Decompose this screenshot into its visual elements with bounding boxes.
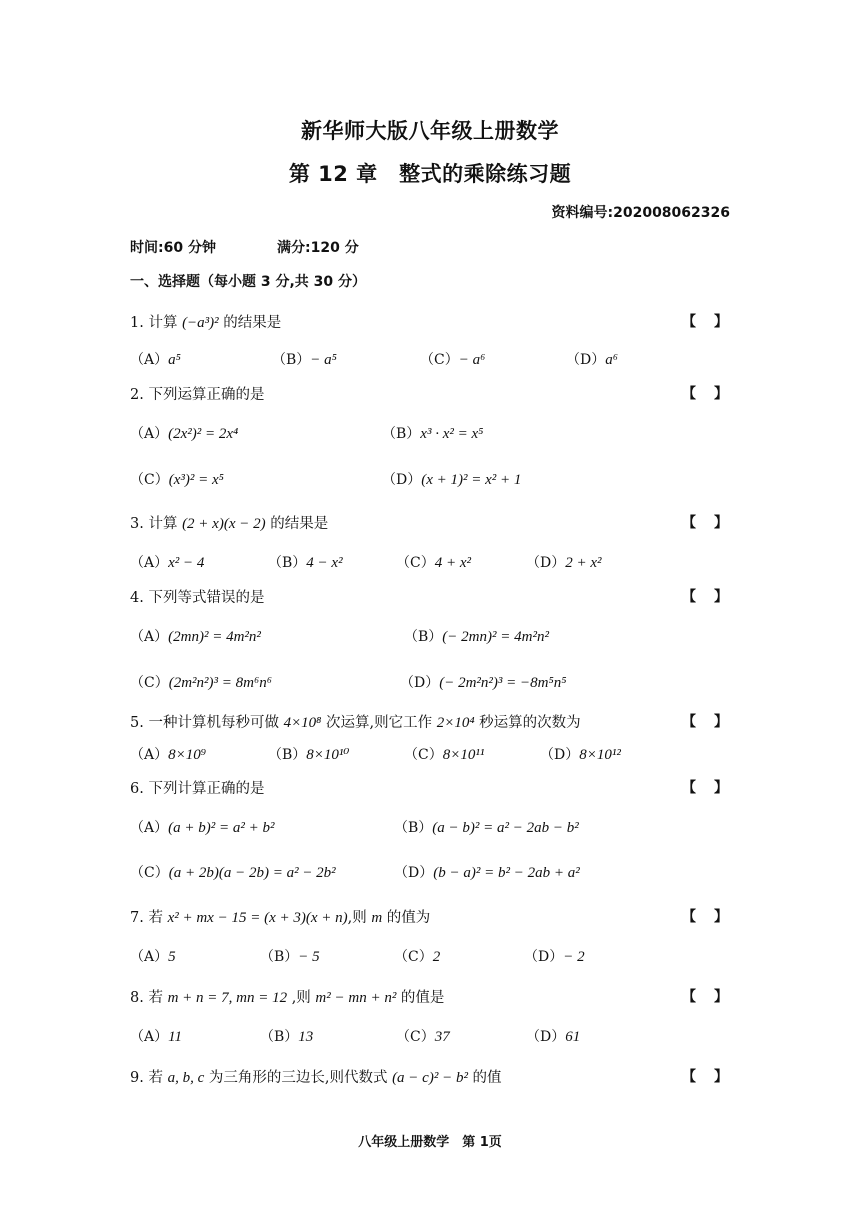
stem-text: 下列计算正确的是 [148,781,265,797]
question-number: 5. [130,715,149,731]
option-label: （D） [526,1029,566,1045]
option-expression: (− 2mn)² = 4m²n² [442,629,549,645]
stem-text: 一种计算机每秒可做 [148,715,284,731]
option-label: （A） [130,426,169,442]
stem-text: 的结果是 [218,315,282,331]
question-number: 1. [130,315,149,331]
answer-option[interactable] [260,1026,313,1046]
stem-text: 秒运算的次数为 [474,715,581,731]
doc-id: 资料编号:202008062326 [551,205,730,221]
stem-text: 的值是 [396,990,445,1006]
option-expression: 37 [434,1029,450,1045]
answer-bracket[interactable]: 【】 [682,989,746,1005]
option-expression: (a − b)² = a² − 2ab − b² [432,820,579,836]
answer-option[interactable] [260,946,320,966]
question-number: 9. [130,1070,149,1086]
stem-text: 次运算,则它工作 [321,715,437,731]
time-limit: 时间:60 分钟 [130,240,216,256]
answer-option[interactable] [130,817,274,837]
full-score: 满分:120 分 [277,240,359,256]
option-label: （B） [404,629,443,645]
math-expression: m² − mn + n² [315,990,397,1006]
option-label: （D） [540,747,580,763]
question-number: 7. [130,910,149,926]
option-label: （B） [260,1029,299,1045]
math-expression: (2 + x)(x − 2) [182,516,266,532]
stem-text: 为三角形的三边长,则代数式 [204,1070,393,1086]
option-expression: (b − a)² = b² − 2ab + a² [433,865,580,881]
stem-text: 的值为 [382,910,431,926]
option-label: （A） [130,949,169,965]
option-label: （A） [130,352,169,368]
answer-option[interactable] [540,744,621,764]
option-expression: x³ · x² = x⁵ [420,426,484,442]
option-expression: 8×10¹⁰ [306,747,350,763]
answer-option[interactable] [130,626,261,646]
question-number: 6. [130,781,149,797]
doc-subtitle: 第 12 章 整式的乘除练习题 [288,162,572,186]
option-label: （D） [400,675,440,691]
option-expression: 61 [565,1029,581,1045]
answer-option[interactable] [396,1026,450,1046]
answer-option[interactable] [130,672,272,692]
option-expression: − a⁵ [310,352,337,368]
option-label: （C） [396,1029,435,1045]
option-expression: − 5 [298,949,320,965]
math-expression: m [371,910,383,926]
option-expression: (− 2m²n²)³ = −8m⁵n⁵ [439,675,567,691]
question-stem [130,777,264,798]
answer-option[interactable] [394,862,580,882]
answer-option[interactable] [268,552,343,572]
option-label: （D） [524,949,564,965]
option-label: （C） [130,865,169,881]
question-number: 4. [130,590,149,606]
stem-text: 下列运算正确的是 [148,387,265,403]
math-expression: (a − c)² − b² [392,1070,468,1086]
answer-option[interactable] [420,349,485,369]
math-expression: 4×10⁸ [283,715,322,731]
question-number: 8. [130,990,149,1006]
stem-text: 计算 [148,516,183,532]
stem-text: 若 [148,990,168,1006]
question-stem [130,311,281,332]
answer-option[interactable] [272,349,337,369]
option-label: （D） [526,555,566,571]
option-expression: (2x²)² = 2x⁴ [168,426,239,442]
math-expression: (−a³)² [182,315,219,331]
option-label: （C） [130,472,169,488]
option-expression: 2 + x² [565,555,602,571]
math-expression: 2×10⁴ [436,715,475,731]
stem-text: 若 [148,910,168,926]
answer-option[interactable] [130,744,206,764]
option-label: （D） [382,472,422,488]
answer-option[interactable] [130,1026,182,1046]
option-expression: (x + 1)² = x² + 1 [421,472,522,488]
question-stem [130,986,444,1007]
answer-bracket[interactable]: 【】 [682,714,746,730]
option-expression: 8×10¹² [579,747,621,763]
option-expression: (a + b)² = a² + b² [168,820,275,836]
option-expression: − a⁶ [458,352,486,368]
option-label: （D） [394,865,434,881]
question-stem [130,383,264,404]
stem-text: 下列等式错误的是 [148,590,265,606]
answer-option[interactable] [566,349,618,369]
answer-bracket[interactable]: 【】 [682,314,746,330]
option-label: （C） [396,555,435,571]
answer-option[interactable] [526,552,602,572]
answer-option[interactable] [130,469,224,489]
answer-bracket[interactable]: 【】 [682,909,746,925]
answer-option[interactable] [394,817,579,837]
option-expression: 8×10⁹ [168,747,206,763]
option-expression: 5 [168,949,176,965]
answer-bracket[interactable]: 【】 [682,1069,746,1085]
question-stem [130,1066,502,1087]
question-stem [130,711,581,732]
option-label: （C） [130,675,169,691]
option-expression: x² − 4 [168,555,205,571]
option-label: （B） [272,352,311,368]
stem-text: 的值 [467,1070,502,1086]
question-number: 2. [130,387,149,403]
stem-text: 计算 [148,315,183,331]
answer-bracket[interactable]: 【】 [682,589,746,605]
math-expression: x² + mx − 15 = (x + 3)(x + n) [167,910,348,926]
page-footer: 八年级上册数学 第 1页 [358,1135,502,1150]
question-number: 3. [130,516,149,532]
stem-text: 的结果是 [265,516,329,532]
math-expression: a, b, c [167,1070,205,1086]
option-label: （B） [382,426,421,442]
option-expression: 4 − x² [306,555,343,571]
question-stem [130,906,430,927]
option-expression: a⁶ [605,352,618,368]
option-label: （B） [260,949,299,965]
answer-bracket[interactable]: 【】 [682,780,746,796]
option-label: （B） [268,747,307,763]
answer-option[interactable] [382,423,483,443]
option-label: （A） [130,629,169,645]
option-label: （A） [130,820,169,836]
answer-option[interactable] [400,672,566,692]
answer-option[interactable] [130,552,204,572]
option-expression: a⁵ [168,352,181,368]
answer-option[interactable] [130,946,176,966]
answer-option[interactable] [404,744,484,764]
option-expression: 4 + x² [434,555,471,571]
answer-option[interactable] [394,946,440,966]
option-label: （B） [394,820,433,836]
option-label: （C） [394,949,433,965]
option-expression: − 2 [563,949,585,965]
answer-bracket[interactable]: 【】 [682,515,746,531]
option-label: （A） [130,1029,169,1045]
math-expression: m + n = 7, mn = 12 [167,990,288,1006]
answer-option[interactable] [130,349,181,369]
option-label: （A） [130,555,169,571]
option-label: （A） [130,747,169,763]
answer-option[interactable] [524,946,585,966]
answer-option[interactable] [268,744,349,764]
answer-option[interactable] [526,1026,580,1046]
option-expression: 8×10¹¹ [442,747,485,763]
option-expression: (a + 2b)(a − 2b) = a² − 2b² [168,865,336,881]
option-label: （C） [420,352,459,368]
option-expression: (x³)² = x⁵ [168,472,224,488]
option-label: （D） [566,352,606,368]
stem-text: 若 [148,1070,168,1086]
section-heading: 一、选择题（每小题 3 分,共 30 分） [130,274,367,290]
option-expression: 2 [432,949,441,965]
option-label: （B） [268,555,307,571]
doc-title: 新华师大版八年级上册数学 [301,119,559,143]
answer-option[interactable] [404,626,549,646]
stem-text: ,则 [287,990,316,1006]
option-expression: (2mn)² = 4m²n² [168,629,261,645]
answer-option[interactable] [130,862,336,882]
answer-option[interactable] [130,423,238,443]
option-expression: 11 [168,1029,183,1045]
question-stem [130,512,328,533]
stem-text: ,则 [347,910,372,926]
answer-option[interactable] [396,552,471,572]
option-expression: 13 [298,1029,314,1045]
option-label: （C） [404,747,443,763]
question-stem [130,586,264,607]
answer-bracket[interactable]: 【】 [682,386,746,402]
option-expression: (2m²n²)³ = 8m⁶n⁶ [168,675,272,691]
answer-option[interactable] [382,469,521,489]
